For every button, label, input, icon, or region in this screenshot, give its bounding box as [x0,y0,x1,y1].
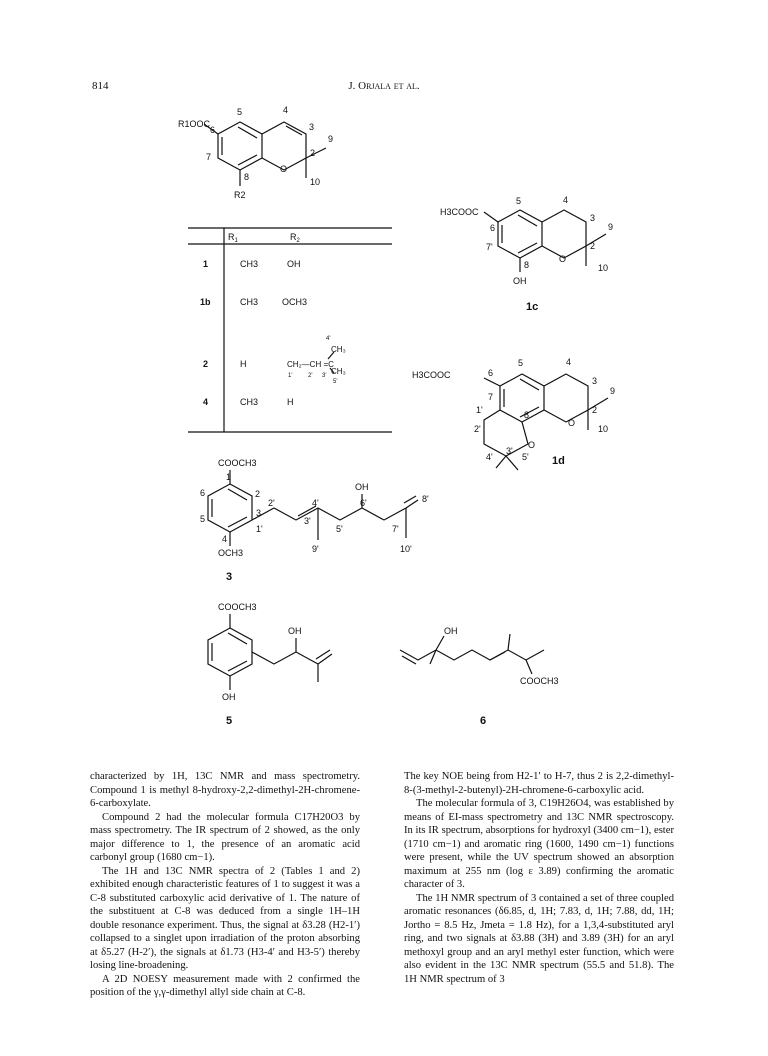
c3-oh-label: OH [355,482,369,492]
generic-r2-label: R2 [234,190,246,200]
structure-generic-chromene [204,122,326,186]
structure-5 [208,614,332,690]
svg-text:3': 3' [506,446,513,456]
svg-text:5': 5' [333,379,338,385]
svg-text:2: 2 [592,405,598,415]
svg-text:9: 9 [328,134,334,144]
svg-text:7': 7' [486,242,493,252]
svg-text:2': 2' [474,424,481,434]
svg-text:10': 10' [400,544,412,554]
svg-text:5: 5 [237,107,243,117]
table-row-cmpd: 2 [203,359,209,369]
svg-text:5: 5 [516,196,522,206]
generic-r1ooc-label: R1OOC [178,119,211,129]
svg-text:9': 9' [312,544,319,554]
paragraph: The molecular formula of 3, C19H26O4, was established by means of EI-mass spectrometry and 13C NMR spectroscopy. In its IR spectrum, absorptions for hydroxyl (3400 cm−1), ester (1710 cm−1) and aromatic ring (1600, 1490 cm−1) functions were present, while the UV spectrum showed an absorption maximum at 255 nm (log ε 3.89) confirming the aromatic character of 3. [404,798,674,890]
svg-text:5: 5 [200,514,206,524]
svg-text:CH3: CH3 [240,259,259,269]
table-row-cmpd: 1b [200,297,211,307]
svg-text:1: 1 [226,472,232,482]
c6-ester-label: COOCH3 [520,676,559,686]
svg-text:4': 4' [326,336,331,342]
svg-text:4: 4 [566,357,572,367]
svg-text:6': 6' [360,498,367,508]
table-col-r2: $R_2$ [290,232,300,244]
c3-ome-label: OCH3 [218,548,244,558]
paragraph: The 1H and 13C NMR spectra of 2 (Tables 1 and 2) exhibited enough characteristic features of 1 to suggest it was a C-8 substituted carboxylic acid derivative of 1. The nature of the substituent at C-8 was deduced from a single 1H–1H double resonance experiment. Thus, the signal at δ3.28 (H2-1′) collapsed to a singlet upon irradiation of the proton absorbing at δ5.27 (H-2′), the signals at δ1.73 (H3-4′ and H3-5′) thereby losing line-broadening. [90,865,360,971]
c6-compound-label: 6 [480,715,487,727]
c5-oh-label: OH [288,626,302,636]
svg-text:5': 5' [522,452,529,462]
table-row-cmpd: 1 [203,259,209,269]
svg-text:10: 10 [598,263,609,273]
svg-text:4: 4 [283,105,289,115]
paragraph: Compound 2 had the molecular formula C17H20O3 by mass spectrometry. The IR spectrum of 2 showed, as the only major difference to 1, the presence of an aromatic acid carbonyl group (1680 cm−1). [90,811,360,863]
prenyl-chain-label: CH₂—CH =C [287,360,334,369]
svg-text:7: 7 [488,392,494,402]
table-row-cmpd: 4 [203,397,209,407]
svg-text:5': 5' [336,524,343,534]
svg-text:6: 6 [200,488,206,498]
svg-text:2: 2 [590,241,596,251]
paragraph: characterized by 1H, 13C NMR and mass spectrometry. Compound 1 is methyl 8-hydroxy-2,2-dimethyl-2H-chromene-6-carboxylate. [90,771,360,809]
svg-text:9: 9 [610,386,616,396]
svg-text:3': 3' [322,373,327,379]
structure-1c [484,210,609,273]
svg-text:1': 1' [256,524,263,534]
svg-text:10: 10 [310,177,321,187]
svg-text:8: 8 [244,172,250,182]
svg-text:7': 7' [392,524,399,534]
svg-text:3': 3' [304,516,311,526]
paragraph: The key NOE being from H2-1′ to H-7, thus 2 is 2,2-dimethyl-8-(3-methyl-2-butenyl)-2H-chromene-6-carboxylic acid. [404,771,674,796]
svg-text:CH₃: CH₃ [331,367,346,376]
c3-ester-label: COOCH3 [218,458,257,468]
svg-text:CH₃: CH₃ [331,345,346,354]
c5-compound-label: 5 [226,715,233,727]
body-column-right [404,770,674,986]
svg-text:8': 8' [422,494,429,504]
structure-3 [208,470,418,546]
c5-phenol-label: OH [222,692,236,702]
page-number: 814 [92,80,109,92]
svg-text:3: 3 [309,122,315,132]
svg-text:O: O [568,418,576,428]
c1c-oh-label: OH [513,276,527,286]
svg-text:7: 7 [206,152,212,162]
svg-text:10: 10 [598,424,609,434]
c1c-ester-label: H3COOC [440,207,479,217]
svg-text:6: 6 [210,125,216,135]
svg-text:6: 6 [490,223,496,233]
svg-text:3: 3 [590,213,596,223]
c1d-compound-label: 1d [552,455,565,467]
svg-text:4: 4 [563,195,569,205]
c1d-oxygen: O [528,440,536,450]
svg-text:OH: OH [287,259,301,269]
structure-1d [484,374,608,470]
svg-text:6: 6 [488,368,494,378]
svg-text:8: 8 [524,260,530,270]
c6-oh-label: OH [444,626,458,636]
paragraph: A 2D NOESY measurement made with 2 confirmed the position of the γ,γ-dimethyl allyl side chain at C-8. [90,973,360,998]
svg-text:O: O [280,164,288,174]
svg-text:OCH3: OCH3 [282,297,308,307]
svg-text:1': 1' [288,373,293,379]
svg-text:4: 4 [222,534,228,544]
c1c-compound-label: 1c [526,301,539,313]
svg-text:2: 2 [310,148,316,158]
c1d-ester-label: H3COOC [412,370,451,380]
svg-text:3: 3 [256,508,262,518]
svg-text:H: H [240,359,247,369]
svg-text:CH3: CH3 [240,397,259,407]
svg-text:2': 2' [308,373,313,379]
running-head: J. Orjala et al. [348,80,420,92]
body-column-left [90,770,360,1000]
svg-text:CH3: CH3 [240,297,259,307]
svg-text:5: 5 [518,358,524,368]
svg-text:3: 3 [592,376,598,386]
svg-text:9: 9 [608,222,614,232]
svg-text:H: H [287,397,294,407]
table-col-r1: $R_1$ [228,232,238,244]
c5-ester-label: COOCH3 [218,602,257,612]
svg-text:O: O [559,254,567,264]
svg-text:2': 2' [268,498,275,508]
paragraph: The 1H NMR spectrum of 3 contained a set of three coupled aromatic resonances (δ6.85, d, 1H; 7.83, d, 1H; 7.88, dd, 1H; Jortho = 8.5 Hz, Jmeta = 1.8 Hz), for a 1,3,4-substituted aryl ring, and two signals at δ3.88 (3H) and 3.89 (3H) for an aryl methoxyl group and an aryl methyl ester function, which were also evident in the 13C NMR spectrum (55.5 and 51.8). The 1H NMR spectrum of 3 [404,892,674,985]
structure-6 [400,634,544,674]
c3-compound-label: 3 [226,571,233,583]
svg-text:2: 2 [255,489,261,499]
svg-text:1': 1' [476,405,483,415]
svg-text:4': 4' [312,498,319,508]
svg-text:4': 4' [486,452,493,462]
svg-text:8: 8 [524,410,530,420]
